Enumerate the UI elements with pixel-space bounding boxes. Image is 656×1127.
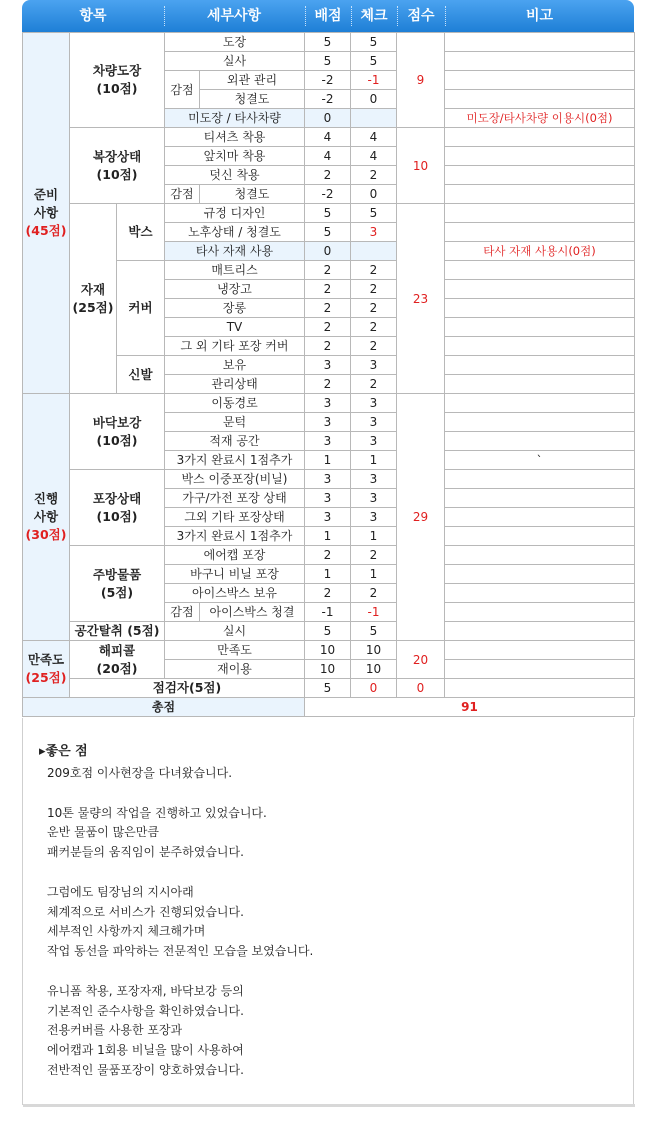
allocation-cell: 5 xyxy=(305,33,351,52)
uniform-points: (10점) xyxy=(96,166,138,182)
check-cell: 1 xyxy=(351,527,397,546)
allocation-cell: 2 xyxy=(305,318,351,337)
item-cell: 만족도 xyxy=(165,641,305,660)
check-cell: 3 xyxy=(351,394,397,413)
item-cell: 바구니 비닐 포장 xyxy=(165,565,305,584)
note-cell xyxy=(445,223,635,242)
check-cell: 2 xyxy=(351,584,397,603)
check-cell xyxy=(351,109,397,128)
item-cell: 외관 관리 xyxy=(200,71,305,90)
comment-line: 10톤 물량의 작업을 진행하고 있었습니다. xyxy=(47,805,267,820)
score-cell: 20 xyxy=(397,641,445,679)
item-cell: 문턱 xyxy=(165,413,305,432)
note-cell xyxy=(445,337,635,356)
note-cell xyxy=(445,318,635,337)
allocation-cell: 3 xyxy=(305,394,351,413)
comment-line: 작업 동선을 파악하는 전문적인 모습을 보였습니다. xyxy=(47,944,314,959)
group-packing xyxy=(70,470,165,546)
check-cell: 4 xyxy=(351,147,397,166)
score-cell: 23 xyxy=(397,204,445,394)
group-car-paint xyxy=(70,33,165,128)
item-cell: 아이스박스 청결 xyxy=(200,603,305,622)
uniform-label: 복장상태 xyxy=(92,148,142,164)
allocation-cell: 10 xyxy=(305,660,351,679)
packing-label: 포장상태 xyxy=(92,490,142,506)
item-cell: 미도장 / 타사차량 xyxy=(165,109,305,128)
note-cell xyxy=(445,546,635,565)
allocation-cell: 2 xyxy=(305,280,351,299)
preparation-points: (45점) xyxy=(25,223,67,238)
item-cell: 앞치마 착용 xyxy=(165,147,305,166)
item-cell: 매트리스 xyxy=(165,261,305,280)
check-cell: 4 xyxy=(351,128,397,147)
comment-line: 그럼에도 팀장님의 지시아래 xyxy=(47,884,194,899)
check-cell: 2 xyxy=(351,166,397,185)
allocation-cell: 2 xyxy=(305,584,351,603)
check-cell: 3 xyxy=(351,470,397,489)
check-cell: 3 xyxy=(351,356,397,375)
check-cell: 0 xyxy=(351,90,397,109)
note-cell xyxy=(445,147,635,166)
note-cell: 미도장/타사차량 이용시(0점) xyxy=(445,109,635,128)
group-material xyxy=(70,204,117,394)
allocation-cell: 0 xyxy=(305,109,351,128)
allocation-cell: 4 xyxy=(305,147,351,166)
group-inspector: 점검자(5점) xyxy=(70,679,305,698)
note-cell xyxy=(445,660,635,679)
item-cell: 티셔츠 착용 xyxy=(165,128,305,147)
allocation-cell: 3 xyxy=(305,470,351,489)
allocation-cell: 5 xyxy=(305,204,351,223)
deduction-label: 감점 xyxy=(165,71,200,109)
item-cell: 3가지 완료시 1점추가 xyxy=(165,527,305,546)
satisfaction-label: 만족도 xyxy=(27,652,65,667)
comment-title: ▸좋은 점 xyxy=(39,744,88,759)
allocation-cell: 1 xyxy=(305,527,351,546)
check-cell: 10 xyxy=(351,660,397,679)
group-floor xyxy=(70,394,165,470)
comment-line: 기본적인 준수사항을 확인하였습니다. xyxy=(47,1003,244,1018)
comment-line: 에어캡과 1회용 비닐을 많이 사용하여 xyxy=(47,1043,244,1058)
check-cell: 2 xyxy=(351,337,397,356)
header-category: 항목 xyxy=(79,8,107,24)
item-cell: 에어캡 포장 xyxy=(165,546,305,565)
happy-call-points: (20점) xyxy=(96,660,138,676)
item-cell: 노후상태 / 청결도 xyxy=(165,223,305,242)
allocation-cell: -2 xyxy=(305,185,351,204)
comment-body xyxy=(47,764,313,1081)
comment-line: 209호점 이사현장을 다녀왔습니다. xyxy=(47,766,233,780)
check-cell: 1 xyxy=(351,451,397,470)
item-cell: 청결도 xyxy=(200,185,305,204)
subgroup-cover: 커버 xyxy=(117,261,165,356)
note-cell xyxy=(445,565,635,584)
satisfaction-points: (25점) xyxy=(25,670,67,685)
allocation-cell: 3 xyxy=(305,413,351,432)
comment-box xyxy=(22,718,634,1105)
note-cell xyxy=(445,166,635,185)
note-cell xyxy=(445,128,635,147)
check-cell: 10 xyxy=(351,641,397,660)
progress-points: (30점) xyxy=(25,527,67,542)
item-cell: 보유 xyxy=(165,356,305,375)
allocation-cell: 2 xyxy=(305,375,351,394)
header-detail: 세부사항 xyxy=(206,8,262,24)
allocation-cell: 5 xyxy=(305,679,351,698)
note-cell xyxy=(445,432,635,451)
check-cell: 0 xyxy=(351,679,397,698)
section-satisfaction xyxy=(23,641,70,698)
item-cell: 가구/가전 포장 상태 xyxy=(165,489,305,508)
allocation-cell: 1 xyxy=(305,451,351,470)
score-cell: 10 xyxy=(397,128,445,204)
allocation-cell: 5 xyxy=(305,52,351,71)
subgroup-box: 박스 xyxy=(117,204,165,261)
item-cell: 장롱 xyxy=(165,299,305,318)
item-cell: 그외 기타 포장상태 xyxy=(165,508,305,527)
packing-points: (10점) xyxy=(96,508,138,524)
group-space: 공간탈취 (5점) xyxy=(70,622,165,641)
allocation-cell: -1 xyxy=(305,603,351,622)
note-cell xyxy=(445,375,635,394)
note-cell xyxy=(445,52,635,71)
bottom-divider xyxy=(23,1104,635,1107)
group-happy-call xyxy=(70,641,165,679)
allocation-cell: -2 xyxy=(305,90,351,109)
item-cell: 덧신 착용 xyxy=(165,166,305,185)
allocation-cell: 3 xyxy=(305,432,351,451)
total-value: 91 xyxy=(305,698,635,717)
check-cell: 3 xyxy=(351,413,397,432)
check-cell xyxy=(351,242,397,261)
allocation-cell: 2 xyxy=(305,299,351,318)
kitchen-label: 주방물품 xyxy=(92,566,142,582)
comment-line: 세부적인 사항까지 체크해가며 xyxy=(47,924,206,939)
floor-points: (10점) xyxy=(96,432,138,448)
note-cell xyxy=(445,641,635,660)
allocation-cell: 2 xyxy=(305,166,351,185)
item-cell: 이동경로 xyxy=(165,394,305,413)
allocation-cell: 5 xyxy=(305,223,351,242)
comment-line: 전반적인 물품포장이 양호하였습니다. xyxy=(47,1062,244,1077)
note-cell xyxy=(445,90,635,109)
score-cell: 0 xyxy=(397,679,445,698)
check-cell: 1 xyxy=(351,565,397,584)
note-cell xyxy=(445,261,635,280)
deduction-label: 감점 xyxy=(165,603,200,622)
check-cell: 3 xyxy=(351,432,397,451)
item-cell: 규정 디자인 xyxy=(165,204,305,223)
section-progress xyxy=(23,394,70,641)
material-points: (25점) xyxy=(72,299,114,315)
kitchen-points: (5점) xyxy=(100,584,134,600)
table-header xyxy=(22,0,634,32)
check-cell: 0 xyxy=(351,185,397,204)
allocation-cell: 0 xyxy=(305,242,351,261)
item-cell: 그 외 기타 포장 커버 xyxy=(165,337,305,356)
happy-call-label: 해피콜 xyxy=(98,642,136,658)
comment-line: 패커분들의 움직임이 분주하였습니다. xyxy=(47,845,244,860)
score-table xyxy=(22,32,635,717)
note-cell xyxy=(445,603,635,622)
check-cell: 3 xyxy=(351,489,397,508)
note-cell xyxy=(445,71,635,90)
header-check: 체크 xyxy=(360,8,388,24)
item-cell: 냉장고 xyxy=(165,280,305,299)
note-cell xyxy=(445,185,635,204)
note-cell xyxy=(445,413,635,432)
item-cell: 3가지 완료시 1점추가 xyxy=(165,451,305,470)
check-cell: 2 xyxy=(351,280,397,299)
item-cell: 박스 이중포장(비닐) xyxy=(165,470,305,489)
note-cell xyxy=(445,489,635,508)
check-cell: 3 xyxy=(351,508,397,527)
note-cell xyxy=(445,204,635,223)
item-cell: 청결도 xyxy=(200,90,305,109)
car-paint-label: 차량도장 xyxy=(92,63,142,78)
preparation-label: 준비 사항 xyxy=(33,187,59,220)
allocation-cell: 2 xyxy=(305,546,351,565)
check-cell: 5 xyxy=(351,622,397,641)
check-cell: 2 xyxy=(351,375,397,394)
note-cell: 타사 자재 사용시(0점) xyxy=(445,242,635,261)
comment-line xyxy=(47,962,313,982)
check-cell: 2 xyxy=(351,261,397,280)
item-cell: 적재 공간 xyxy=(165,432,305,451)
comment-line xyxy=(47,784,313,804)
allocation-cell: 10 xyxy=(305,641,351,660)
group-uniform xyxy=(70,128,165,204)
comment-line: 체계적으로 서비스가 진행되었습니다. xyxy=(47,904,244,919)
item-cell: 관리상태 xyxy=(165,375,305,394)
item-cell: 재이용 xyxy=(165,660,305,679)
check-cell: 2 xyxy=(351,546,397,565)
note-cell xyxy=(445,584,635,603)
note-cell xyxy=(445,299,635,318)
allocation-cell: 3 xyxy=(305,508,351,527)
check-cell: -1 xyxy=(351,71,397,90)
note-cell xyxy=(445,679,635,698)
allocation-cell: 2 xyxy=(305,337,351,356)
check-cell: 5 xyxy=(351,52,397,71)
note-cell xyxy=(445,33,635,52)
allocation-cell: 4 xyxy=(305,128,351,147)
progress-label: 진행 사항 xyxy=(33,491,59,524)
item-cell: 실시 xyxy=(165,622,305,641)
allocation-cell: -2 xyxy=(305,71,351,90)
allocation-cell: 3 xyxy=(305,489,351,508)
note-cell xyxy=(445,356,635,375)
item-cell: 도장 xyxy=(165,33,305,52)
allocation-cell: 3 xyxy=(305,356,351,375)
header-remarks: 비고 xyxy=(525,8,554,24)
comment-line: 운반 물품이 많은만큼 xyxy=(47,825,159,840)
note-cell: ` xyxy=(445,451,635,470)
comment-line: 전용커버를 사용한 포장과 xyxy=(47,1023,183,1038)
section-preparation xyxy=(23,33,70,394)
item-cell: 아이스박스 보유 xyxy=(165,584,305,603)
allocation-cell: 5 xyxy=(305,622,351,641)
item-cell: TV xyxy=(165,318,305,337)
allocation-cell: 1 xyxy=(305,565,351,584)
deduction-label: 감점 xyxy=(165,185,200,204)
comment-line xyxy=(47,863,313,883)
note-cell xyxy=(445,280,635,299)
allocation-cell: 2 xyxy=(305,261,351,280)
total-label: 총점 xyxy=(23,698,305,717)
check-cell: 5 xyxy=(351,33,397,52)
subgroup-shoes: 신발 xyxy=(117,356,165,394)
floor-label: 바닥보강 xyxy=(92,414,142,430)
score-cell: 9 xyxy=(397,33,445,128)
item-cell: 실사 xyxy=(165,52,305,71)
note-cell xyxy=(445,527,635,546)
material-label: 자재 xyxy=(80,281,106,297)
header-allocation: 배점 xyxy=(314,8,342,24)
score-cell: 29 xyxy=(397,394,445,641)
note-cell xyxy=(445,394,635,413)
group-kitchen xyxy=(70,546,165,622)
note-cell xyxy=(445,470,635,489)
note-cell xyxy=(445,622,635,641)
check-cell: 2 xyxy=(351,299,397,318)
car-paint-points: (10점) xyxy=(96,81,138,96)
item-cell: 타사 자재 사용 xyxy=(165,242,305,261)
comment-line: 유니폼 착용, 포장자재, 바닥보강 등의 xyxy=(47,983,244,998)
header-score: 점수 xyxy=(407,8,435,24)
note-cell xyxy=(445,508,635,527)
check-cell: -1 xyxy=(351,603,397,622)
check-cell: 5 xyxy=(351,204,397,223)
check-cell: 2 xyxy=(351,318,397,337)
check-cell: 3 xyxy=(351,223,397,242)
